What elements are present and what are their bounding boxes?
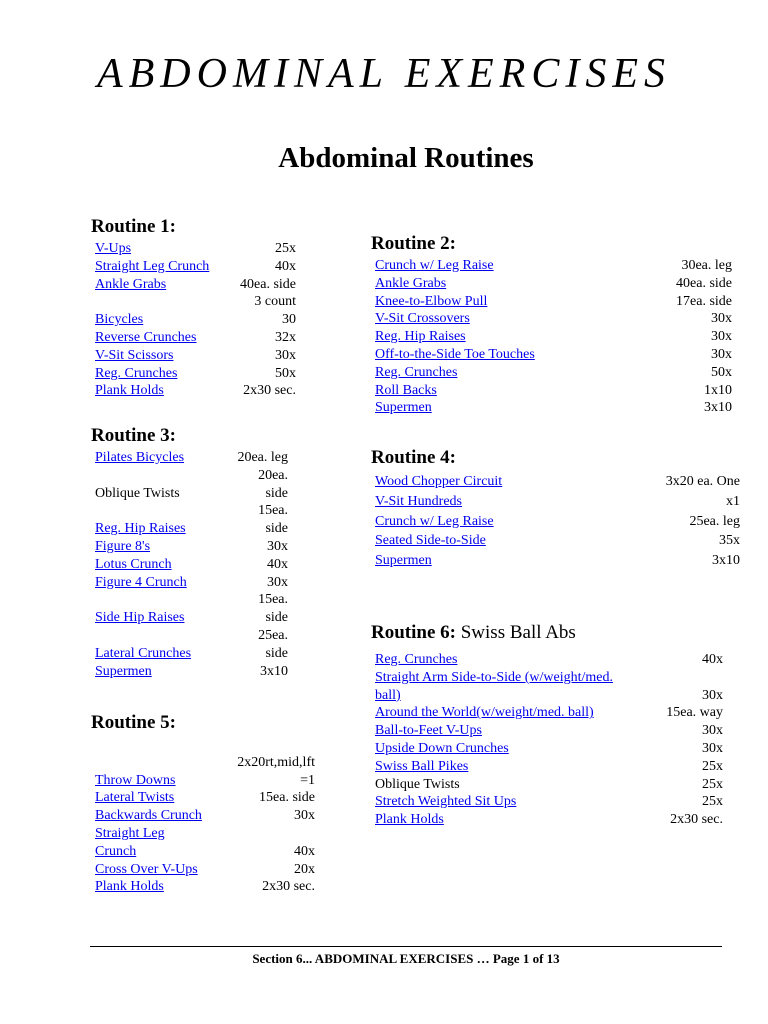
exercise-row xyxy=(375,472,740,492)
routine-1 xyxy=(91,215,296,400)
exercise-link[interactable]: Lateral Crunches xyxy=(95,645,192,661)
exercise-link[interactable]: Supermen xyxy=(375,400,432,416)
routine-heading-label: Routine 3: xyxy=(91,425,176,446)
exercise-reps: 30ea. leg xyxy=(681,258,732,273)
exercise-row xyxy=(375,722,723,740)
exercise-row xyxy=(95,520,288,538)
exercise-reps: 40x xyxy=(267,556,288,572)
exercise-link[interactable]: Around the World(w/weight/med. ball) xyxy=(375,705,594,721)
exercise-row xyxy=(95,538,288,556)
exercise-name: Oblique Twists xyxy=(95,485,180,501)
exercise-link[interactable]: Straight Leg xyxy=(95,825,165,841)
exercise-row xyxy=(375,651,723,669)
exercise-row xyxy=(375,310,732,328)
exercise-row xyxy=(375,776,723,794)
exercise-link[interactable]: Crunch w/ Leg Raise xyxy=(375,258,494,273)
exercise-row xyxy=(95,485,288,503)
exercise-row xyxy=(375,257,732,275)
exercise-reps: 3 count xyxy=(254,294,296,310)
exercise-row xyxy=(95,467,288,485)
exercise-reps: 2x30 sec. xyxy=(670,812,723,828)
exercise-row xyxy=(95,789,315,807)
exercise-row xyxy=(95,556,288,574)
exercise-link[interactable]: Throw Downs xyxy=(95,772,176,788)
exercise-reps: 50x xyxy=(711,364,732,380)
exercise-link[interactable]: Roll Backs xyxy=(375,382,437,398)
exercise-row xyxy=(95,627,288,645)
exercise-reps: 20ea. xyxy=(258,467,288,483)
exercise-reps: 3x10 xyxy=(704,400,732,416)
exercise-link[interactable]: Crunch xyxy=(95,843,137,859)
exercise-row xyxy=(375,669,723,687)
footer-divider xyxy=(90,946,722,947)
exercise-row xyxy=(95,365,296,383)
exercise-reps: 40x xyxy=(294,843,315,859)
exercise-row xyxy=(95,449,288,467)
exercise-row xyxy=(375,687,723,705)
exercise-link[interactable]: Lateral Twists xyxy=(95,790,175,806)
exercise-reps: 50x xyxy=(275,365,296,381)
exercise-row xyxy=(375,758,723,776)
exercise-link[interactable]: V-Sit Crossovers xyxy=(375,311,470,327)
exercise-row xyxy=(95,878,315,896)
exercise-row xyxy=(375,551,740,571)
exercise-row xyxy=(95,591,288,609)
exercise-row xyxy=(375,492,740,512)
exercise-link[interactable]: Pilates Bicycles xyxy=(95,450,185,465)
exercise-row xyxy=(375,811,723,829)
page-footer: Section 6... ABDOMINAL EXERCISES … Page 1 of 13 xyxy=(252,951,560,966)
exercise-row xyxy=(375,740,723,758)
routine-3 xyxy=(91,424,288,680)
exercise-link[interactable]: Crunch w/ Leg Raise xyxy=(375,513,494,529)
exercise-link[interactable]: Backwards Crunch xyxy=(95,808,202,824)
exercise-link[interactable]: V-Sit Scissors xyxy=(95,347,174,363)
exercise-reps: 3x10 xyxy=(260,663,288,679)
routine-heading-label: Routine 4: xyxy=(371,447,456,468)
exercise-reps: 40ea. side xyxy=(676,275,732,291)
exercise-link[interactable]: Bicycles xyxy=(95,312,144,328)
exercise-row xyxy=(375,275,732,293)
exercise-row xyxy=(95,258,296,276)
exercise-row xyxy=(375,793,723,811)
exercise-link[interactable]: Knee-to-Elbow Pull xyxy=(375,293,488,309)
exercise-reps: =1 xyxy=(300,772,315,788)
exercise-link[interactable]: Supermen xyxy=(375,553,432,569)
exercise-reps: 2x30 sec. xyxy=(262,879,315,895)
exercise-link[interactable]: Reg. Hip Raises xyxy=(375,329,466,345)
exercise-reps: 35x xyxy=(719,533,740,549)
exercise-link[interactable]: Cross Over V-Ups xyxy=(95,861,198,877)
routine-heading xyxy=(91,215,296,239)
page-subtitle: Abdominal Routines xyxy=(278,142,534,174)
routine-heading xyxy=(371,232,732,256)
exercise-row xyxy=(375,531,740,551)
exercise-reps: 25x xyxy=(702,794,723,810)
exercise-row xyxy=(95,240,296,258)
routine-5 xyxy=(91,711,315,896)
exercise-row xyxy=(95,772,315,790)
exercise-reps: side xyxy=(265,645,288,661)
exercise-reps: 17ea. side xyxy=(676,293,732,309)
exercise-reps: 1x10 xyxy=(704,382,732,398)
exercise-row xyxy=(375,382,732,400)
exercise-row xyxy=(95,807,315,825)
exercise-reps: 2x30 sec. xyxy=(243,383,296,399)
exercise-reps: 25ea. leg xyxy=(689,513,740,529)
exercise-row xyxy=(95,825,315,843)
exercise-link[interactable]: Straight Leg Crunch xyxy=(95,258,210,274)
exercise-reps: side xyxy=(265,610,288,626)
exercise-link[interactable]: Reg. Crunches xyxy=(375,364,458,380)
routine-heading xyxy=(91,424,288,448)
exercise-link[interactable]: Straight Arm Side-to-Side (w/weight/med. xyxy=(375,669,613,685)
routine-heading-note: Swiss Ball Abs xyxy=(460,622,576,643)
exercise-reps: 30x xyxy=(711,329,732,345)
exercise-link[interactable]: Figure 4 Crunch xyxy=(95,574,187,590)
routine-4 xyxy=(371,446,740,571)
exercise-name: Oblique Twists xyxy=(375,776,460,792)
routine-2 xyxy=(371,232,732,417)
exercise-row xyxy=(375,512,740,532)
exercise-reps: 30x xyxy=(711,311,732,327)
exercise-row xyxy=(95,861,315,879)
exercise-reps: 20x xyxy=(294,861,315,877)
exercise-row xyxy=(95,276,296,294)
exercise-row xyxy=(375,293,732,311)
exercise-reps: 2x20rt,mid,lft xyxy=(237,754,315,770)
routine-heading-label: Routine 5: xyxy=(91,712,176,733)
exercise-link[interactable]: Ball-to-Feet V-Ups xyxy=(375,723,482,739)
exercise-reps: 30 xyxy=(282,312,296,328)
exercise-reps: 30x xyxy=(711,346,732,362)
exercise-row xyxy=(375,364,732,382)
exercise-row xyxy=(95,645,288,663)
document-title: ABDOMINAL EXERCISES xyxy=(97,51,671,97)
exercise-row xyxy=(375,704,723,722)
routine-heading-label: Routine 2: xyxy=(371,233,456,254)
exercise-reps: side xyxy=(265,521,288,537)
exercise-row xyxy=(95,382,296,400)
routine-heading xyxy=(371,446,740,470)
exercise-reps: 40ea. side xyxy=(240,276,296,292)
exercise-row xyxy=(95,574,288,592)
exercise-link[interactable]: Reg. Hip Raises xyxy=(95,521,186,537)
exercise-link[interactable]: Stretch Weighted Sit Ups xyxy=(375,794,517,810)
exercise-reps: x1 xyxy=(726,493,740,509)
routine-heading-label: Routine 1: xyxy=(91,216,176,237)
exercise-link[interactable]: Plank Holds xyxy=(95,383,164,399)
exercise-link[interactable]: Swiss Ball Pikes xyxy=(375,758,469,774)
exercise-reps: 3x10 xyxy=(712,553,740,569)
exercise-row xyxy=(375,328,732,346)
exercise-reps: 30x xyxy=(294,808,315,824)
exercise-link[interactable]: Figure 8's xyxy=(95,538,151,554)
exercise-link[interactable]: Reg. Crunches xyxy=(95,365,178,381)
routine-6 xyxy=(371,621,723,829)
exercise-reps: 15ea. xyxy=(258,592,288,608)
exercise-link[interactable]: Lotus Crunch xyxy=(95,556,172,572)
exercise-link[interactable]: Seated Side-to-Side xyxy=(375,533,486,549)
exercise-row xyxy=(95,754,315,772)
exercise-reps: 15ea. xyxy=(258,503,288,519)
exercise-link[interactable]: V-Ups xyxy=(95,241,132,256)
exercise-link[interactable]: Plank Holds xyxy=(95,879,164,895)
exercise-link[interactable]: Reverse Crunches xyxy=(95,329,197,345)
exercise-reps: 30x xyxy=(275,347,296,363)
exercise-reps: 20ea. leg xyxy=(237,450,288,465)
exercise-reps: 15ea. side xyxy=(259,790,315,806)
exercise-reps: 25x xyxy=(275,241,296,256)
exercise-row xyxy=(95,736,315,754)
exercise-reps: 30x xyxy=(267,538,288,554)
exercise-link[interactable]: Upside Down Crunches xyxy=(375,740,509,756)
exercise-reps: 25ea. xyxy=(258,627,288,643)
exercise-row xyxy=(95,663,288,681)
routine-heading xyxy=(371,621,723,645)
exercise-row xyxy=(375,399,732,417)
exercise-link[interactable]: Supermen xyxy=(95,663,152,679)
exercise-reps: side xyxy=(265,485,288,501)
exercise-reps: 30x xyxy=(702,687,723,703)
exercise-row xyxy=(95,329,296,347)
exercise-reps: 30x xyxy=(702,740,723,756)
exercise-row xyxy=(95,347,296,365)
routine-heading-label: Routine 6: xyxy=(371,622,456,643)
exercise-row xyxy=(95,502,288,520)
exercise-reps: 30x xyxy=(267,574,288,590)
exercise-link[interactable]: Wood Chopper Circuit xyxy=(375,474,503,489)
exercise-row xyxy=(95,311,296,329)
exercise-link[interactable]: Off-to-the-Side Toe Touches xyxy=(375,346,535,362)
exercise-reps: 40x xyxy=(702,652,723,667)
exercise-reps: 15ea. way xyxy=(666,705,723,721)
exercise-reps: 30x xyxy=(702,723,723,739)
exercise-link[interactable]: Plank Holds xyxy=(375,812,444,828)
exercise-row xyxy=(95,609,288,627)
exercise-reps: 3x20 ea. One xyxy=(665,474,740,489)
exercise-link[interactable]: ball) xyxy=(375,687,401,703)
exercise-link[interactable]: V-Sit Hundreds xyxy=(375,493,462,509)
exercise-reps: 25x xyxy=(702,776,723,792)
exercise-reps: 32x xyxy=(275,329,296,345)
exercise-link[interactable]: Reg. Crunches xyxy=(375,652,458,667)
exercise-row xyxy=(375,346,732,364)
exercise-reps: 40x xyxy=(275,258,296,274)
exercise-link[interactable]: Side Hip Raises xyxy=(95,610,185,626)
exercise-link[interactable]: Ankle Grabs xyxy=(95,276,167,292)
exercise-row xyxy=(95,843,315,861)
routine-heading xyxy=(91,711,315,735)
exercise-link[interactable]: Ankle Grabs xyxy=(375,275,447,291)
exercise-reps: 25x xyxy=(702,758,723,774)
exercise-row xyxy=(95,293,296,311)
